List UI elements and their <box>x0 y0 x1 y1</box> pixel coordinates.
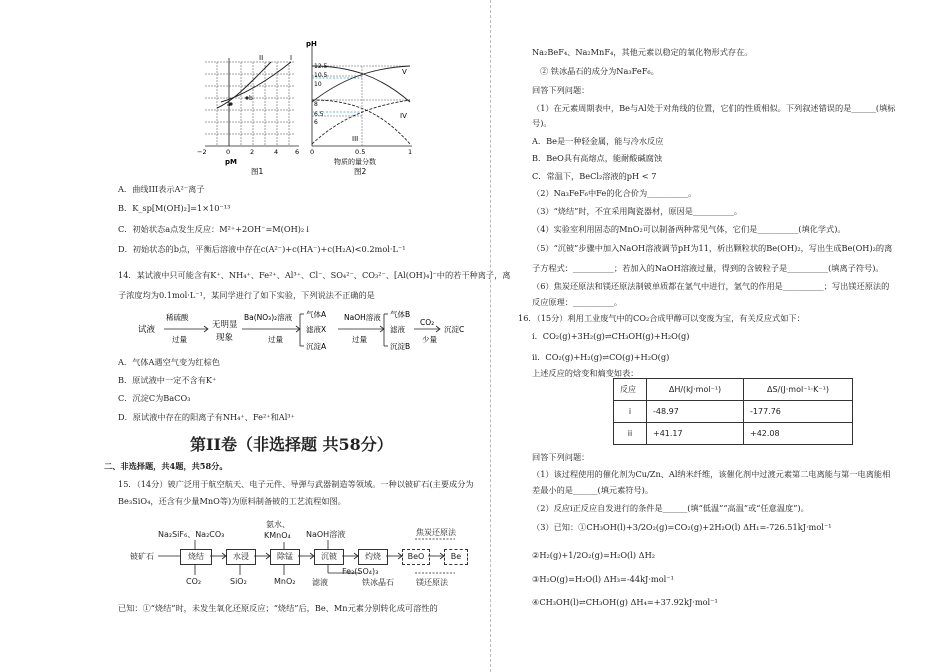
q15-sub1-cont: 号)。 <box>532 118 552 128</box>
q15-reagent3a: 氨水、 <box>266 520 290 529</box>
q14-gas-a: 气体A <box>306 310 327 319</box>
q14-reagent1: 稀硫酸 <box>166 313 189 322</box>
thermo-table <box>613 378 853 445</box>
q14-filtrate: 滤液 <box>390 325 405 334</box>
q15-co2: CO₂ <box>186 577 202 586</box>
q16-stem: 16．（15分）利用工业废气中的CO₂合成甲醇可以变废为宝，有关反应式如下： <box>518 313 805 323</box>
table-row <box>614 401 853 423</box>
table-header-reaction: 反应 <box>614 379 647 401</box>
point-b: b <box>249 95 253 102</box>
curve-II-label: II <box>259 54 264 62</box>
q15-beo: BeO <box>402 549 430 565</box>
q14-stem-line2: 子浓度均为0.1mol·L⁻¹，某同学进行了如下实验，下列说法不正确的是 <box>118 290 375 300</box>
q15-arrows <box>130 515 490 595</box>
q15-sub2: （2）Na₃FeF₆中Fe的化合价为__________。 <box>532 188 697 198</box>
figure-2 <box>300 40 420 180</box>
q14-ppt-b: 沉淀B <box>390 342 411 351</box>
q15-sub5-cont: 子方程式：__________；若加入的NaOH溶液过量，得到的含铍粒子是__________(填离子符号)。 <box>532 263 884 273</box>
q14-reagent4-amount: 少量 <box>422 335 437 344</box>
q15-be: Be <box>444 549 468 565</box>
q14-flowchart <box>138 303 478 353</box>
q15-carbon-method: 焦炭还原法 <box>416 528 456 537</box>
curve-IV-label: IV <box>400 112 407 120</box>
q16-sub3-eq4: ④CH₃OH(l)⇌CH₃OH(g) ΔH₄=+37.92kJ·mol⁻¹ <box>532 597 718 607</box>
q16-reaction-ii: ii．CO₂(g)+H₂(g)⇌CO(g)+H₂O(g) <box>532 352 670 362</box>
q15-sub6: （6）焦炭还原法和镁还原法制铍单质都在氩气中进行，氩气的作用是__________；写出镁还原法的 <box>532 281 890 291</box>
fig2-ylevel-2: 10 <box>314 81 322 88</box>
fig1-ylabel: pH <box>306 40 317 48</box>
q15-sub5: （5）“沉铍”步骤中加入NaOH溶液调节pH为11，析出颗粒状的Be(OH)₂，写出生成Be(OH)₂的离 <box>532 243 893 253</box>
q15-step-water-leach: 水浸 <box>226 549 256 565</box>
q14-option-c: C．沉淀C为BaCO₃ <box>118 393 191 403</box>
q15-sub1: （1）在元素周期表中，Be与Al处于对角线的位置，它们的性质相似。下列叙述错误的是______(填标 <box>532 103 896 113</box>
q14-ppt-c: 沉淀C <box>444 325 465 334</box>
q14-no-change-2: 现象 <box>216 333 234 343</box>
q14-reagent2: Ba(NO₃)₂溶液 <box>244 313 293 322</box>
q13-option-b: B．K_sp[M(OH)₂]=1×10⁻¹³ <box>118 203 231 213</box>
q15-step-remove-mn: 除锰 <box>270 549 300 565</box>
q14-reagent3: NaOH溶液 <box>344 313 381 322</box>
fig2-xtick-0: 0 <box>310 148 315 156</box>
q14-start: 试液 <box>138 325 156 335</box>
q15-note-cont: Na₂BeF₄、Na₂MnF₄，其他元素以稳定的氧化物形式存在。 <box>532 47 753 57</box>
q16-sub3-eq1: （3）已知：①CH₃OH(l)+3/2O₂(g)=CO₂(g)+2H₂O(l) ΔH₁=-726.51kJ·mol⁻¹ <box>532 522 832 532</box>
q15-step-precipitate: 沉铍 <box>314 549 344 565</box>
q15-ore: 铍矿石 <box>130 552 154 561</box>
q14-filtrate-x: 滤液X <box>306 325 327 334</box>
q15-sub4: （4）实验室利用固态的MnO₂可以制备两种常见气体，它们是__________(填化学式)。 <box>532 224 846 234</box>
q16-reaction-i: i．CO₂(g)+3H₂(g)⇌CH₃OH(g)+H₂O(g) <box>532 331 690 341</box>
q15-cryolite: 铁冰晶石 <box>362 578 394 587</box>
q15-fe2so43: Fe₂(SO₄)₃ <box>342 567 379 576</box>
q15-sub1-option-a: A．Be是一种轻金属，能与冷水反应 <box>532 136 664 146</box>
table-header-dh: ΔH/(kJ·mol⁻¹) <box>647 379 744 401</box>
q16-sub3-eq3: ③H₂O(g)=H₂O(l) ΔH₃=-44kJ·mol⁻¹ <box>532 574 674 584</box>
table-cell: +41.17 <box>647 423 744 445</box>
q15-stem-line1: 15．（14分）铍广泛用于航空航天、电子元件、导弹与武器制造等领域。一种以铍矿石(主要成分为 <box>118 479 474 489</box>
q14-gas-b: 气体B <box>390 310 411 319</box>
q14-ppt-a: 沉淀A <box>306 342 327 351</box>
q14-option-b: B．原试液中一定不含有K⁺ <box>118 375 217 385</box>
q15-mno2: MnO₂ <box>274 577 296 586</box>
q15-reagent1: Na₂SiF₆、Na₂CO₃ <box>158 530 225 539</box>
fig1-xlabel: pM <box>225 158 237 166</box>
q15-note-2: ② 铁冰晶石的成分为Na₃FeF₆。 <box>540 66 659 76</box>
fig2-caption: 图2 <box>354 167 367 176</box>
curve-III-label: III <box>352 135 359 143</box>
table-row <box>614 423 853 445</box>
q15-step-calcine: 灼烧 <box>358 549 388 565</box>
q16-sub3-eq2: ②H₂(g)+1/2O₂(g)=H₂O(l) ΔH₂ <box>532 550 655 560</box>
q15-reagent3b: KMnO₄ <box>264 531 291 540</box>
table-cell: -177.76 <box>744 401 853 423</box>
table-header-ds: ΔS/(J·mol⁻¹·K⁻¹) <box>744 379 853 401</box>
q15-step-sinter: 烧结 <box>180 549 212 565</box>
q14-reagent3-amount: 过量 <box>352 335 367 344</box>
q15-sub1-option-c: C．常温下，BeCl₂溶液的pH < 7 <box>532 171 657 181</box>
q15-answer-heading: 回答下列问题： <box>532 85 590 95</box>
table-cell: -48.97 <box>647 401 744 423</box>
curve-I-label: I <box>290 54 293 62</box>
q15-mg-method: 镁还原法 <box>416 578 448 587</box>
q16-sub2: （2）反应i正反应自发进行的条件是______(填“低温”“高温”或“任意温度”)。 <box>532 503 809 513</box>
section-two-heading: 二、非选择题，共4题，共58分。 <box>104 461 228 471</box>
q13-option-a: A．曲线III表示A²⁻离子 <box>118 184 205 194</box>
q16-sub1: （1）该过程使用的催化剂为Cu/Zn、Al纳米纤维，该催化剂中过渡元素第二电离能与第一电离能相 <box>532 469 891 479</box>
q14-no-change: 无明显 <box>212 320 238 330</box>
q14-stem-line1: 14．某试液中只可能含有K⁺、NH₄⁺、Fe²⁺、Al³⁺、Cl⁻、SO₄²⁻、CO₃²⁻、[Al(OH)₄]⁻中的若干种离子，离 <box>118 270 511 280</box>
table-cell: i <box>614 401 647 423</box>
q16-sub1-cont: 差最小的是______(填元素符号)。 <box>532 485 654 495</box>
fig2-xtick-1: 0.5 <box>355 148 366 156</box>
fig2-ylevel-1: 10.5 <box>314 72 328 79</box>
fig1-xtick-0: −2 <box>197 148 207 156</box>
point-a: a <box>227 101 231 108</box>
fig1-caption: 图1 <box>251 167 264 176</box>
fig2-xlabel: 物质的量分数 <box>334 158 376 166</box>
fig2-ylevel-0: 12.5 <box>314 63 328 70</box>
figure-1 <box>195 40 305 180</box>
fig2-ylevel-5: 6 <box>314 119 318 126</box>
q14-reagent1-amount: 过量 <box>172 335 187 344</box>
q14-reagent4: CO₂ <box>420 318 435 327</box>
table-cell: +42.08 <box>744 423 853 445</box>
curve-V-label: V <box>402 68 407 76</box>
q15-reagent4: NaOH溶液 <box>306 530 346 539</box>
q15-sio2: SiO₂ <box>230 577 247 586</box>
q13-option-d: D．初始状态的b点，平衡后溶液中存在c(A²⁻)+c(HA⁻)+c(H₂A)<0.2mol·L⁻¹ <box>118 244 406 254</box>
fig1-xtick-3: 4 <box>274 148 279 156</box>
q15-filtrate: 滤液 <box>312 578 328 587</box>
curve-I <box>221 62 291 102</box>
table-cell: ii <box>614 423 647 445</box>
q13-option-c: C．初始状态a点发生反应：M²⁺+2OH⁻=M(OH)₂↓ <box>118 224 312 234</box>
q15-sub6-cont: 反应原理：__________。 <box>532 297 623 307</box>
q15-flowchart <box>130 515 490 595</box>
fig1-xtick-1: 0 <box>226 148 231 156</box>
q16-answer-heading: 回答下列问题： <box>532 452 590 462</box>
q16-table-intro: 上述反应的焓变和熵变如表： <box>532 368 639 378</box>
part-two-title: 第II卷（非选择题 共58分） <box>190 435 393 454</box>
fig2-ylevel-3: 8 <box>314 101 318 108</box>
right-column <box>492 0 950 672</box>
q14-reagent2-amount: 过量 <box>268 335 283 344</box>
q15-known-note: 已知：①“烧结”时，未发生氧化还原反应；“烧结”后，Be、Mn元素分别转化成可溶性的 <box>118 603 438 613</box>
q14-option-a: A．气体A遇空气变为红棕色 <box>118 357 220 367</box>
q15-sub3: （3）“烧结”时，不宜采用陶瓷器材，原因是__________。 <box>532 206 743 216</box>
q15-sub1-option-b: B．BeO具有高熔点，能耐酸碱腐蚀 <box>532 153 663 163</box>
fig1-xtick-4: 6 <box>295 148 300 156</box>
fig2-xtick-2: 1 <box>408 148 413 156</box>
table-row <box>614 379 853 401</box>
q15-stem-line2: Be₃SiO₄，还含有少量MnO等)为原料制备铍的工艺流程如图。 <box>118 496 346 506</box>
q14-option-d: D．原试液中存在的阳离子有NH₄⁺、Fe²⁺和Al³⁺ <box>118 412 295 422</box>
fig2-ylevel-4: 6.5 <box>314 111 324 118</box>
fig1-xtick-2: 2 <box>250 148 255 156</box>
